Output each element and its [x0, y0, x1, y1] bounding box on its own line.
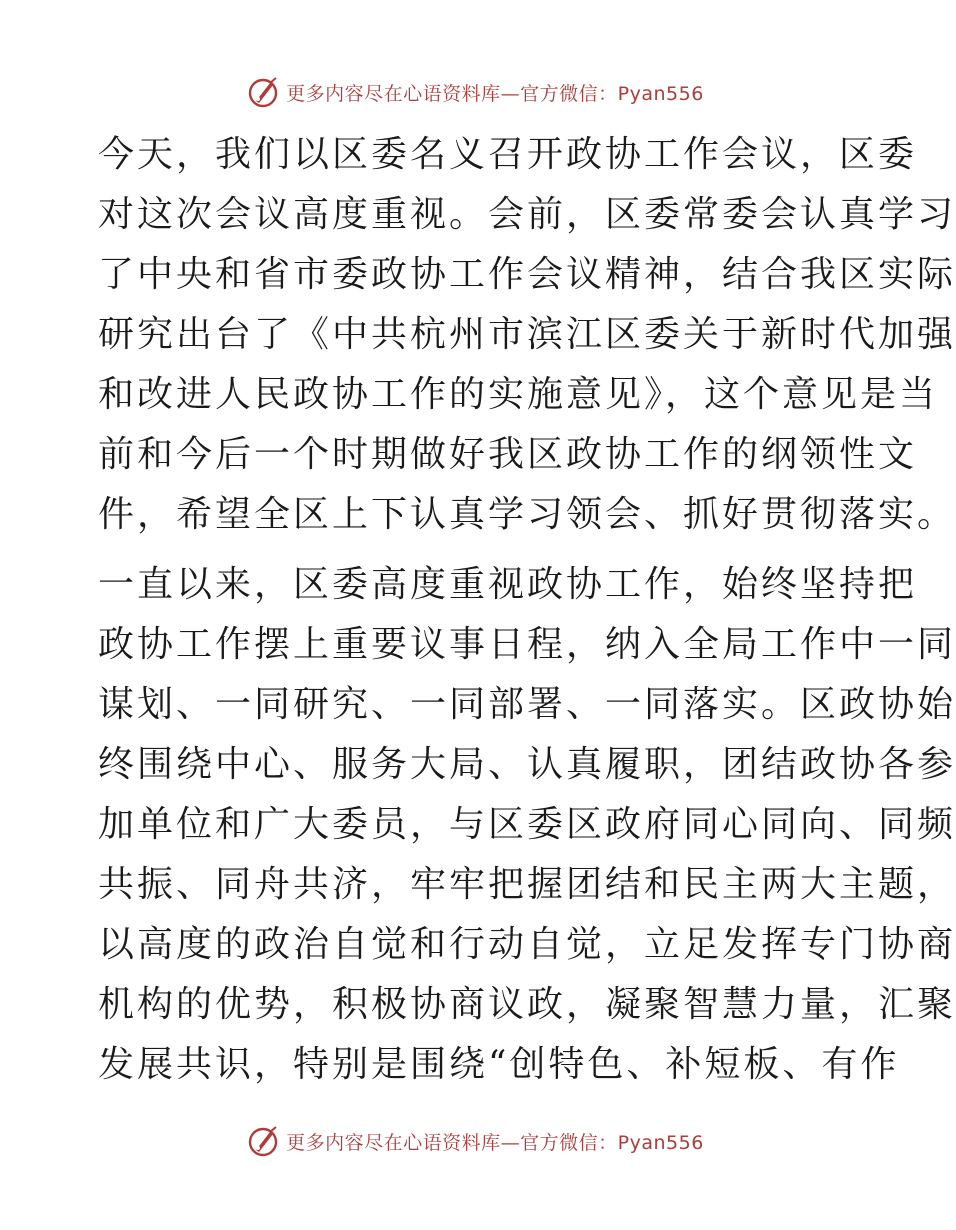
text-line: 前和今后一个时期做好我区政协工作的纲领性文 — [98, 434, 918, 475]
header-banner — [0, 72, 950, 112]
quill-pen-logo-icon — [246, 75, 280, 109]
text-line: 加单位和广大委员，与区委区政府同心同向、同频 — [98, 804, 956, 845]
document-body — [98, 125, 956, 1095]
footer-banner — [0, 1121, 950, 1161]
text-line: 终围绕中心、服务大局、认真履职，团结政协各参 — [98, 744, 956, 785]
text-line: 今天，我们以区委名义召开政协工作会议，区委 — [98, 134, 918, 175]
banner-caption: 更多内容尽在心语资料库—官方微信：Pyan556 — [286, 1131, 704, 1154]
text-line: 一直以来，区委高度重视政协工作，始终坚持把 — [98, 564, 918, 605]
wechat-id: Pyan556 — [617, 82, 704, 105]
wechat-id: Pyan556 — [617, 1131, 704, 1154]
paragraph-1 — [98, 125, 956, 545]
text-line: 政协工作摆上重要议事日程，纳入全局工作中一同 — [98, 624, 956, 665]
text-line: 共振、同舟共济，牢牢把握团结和民主两大主题， — [98, 864, 956, 905]
text-line: 了中央和省市委政协工作会议精神，结合我区实际 — [98, 254, 956, 295]
text-line: 对这次会议高度重视。会前，区委常委会认真学习 — [98, 194, 956, 235]
quill-pen-logo-icon — [246, 1124, 280, 1158]
text-line: 机构的优势，积极协商议政，凝聚智慧力量，汇聚 — [98, 984, 956, 1025]
text-line: 谋划、一同研究、一同部署、一同落实。区政协始 — [98, 684, 956, 725]
text-line: 和改进人民政协工作的实施意见》，这个意见是当 — [98, 374, 939, 415]
text-line: 研究出台了《中共杭州市滨江区委关于新时代加强 — [98, 314, 956, 355]
text-line: 件，希望全区上下认真学习领会、抓好贯彻落实。 — [98, 494, 956, 535]
text-line: 发展共识，特别是围绕“创特色、补短板、有作 — [98, 1044, 900, 1085]
paragraph-2 — [98, 555, 956, 1095]
banner-caption: 更多内容尽在心语资料库—官方微信：Pyan556 — [286, 82, 704, 105]
text-line: 以高度的政治自觉和行动自觉，立足发挥专门协商 — [98, 924, 956, 965]
